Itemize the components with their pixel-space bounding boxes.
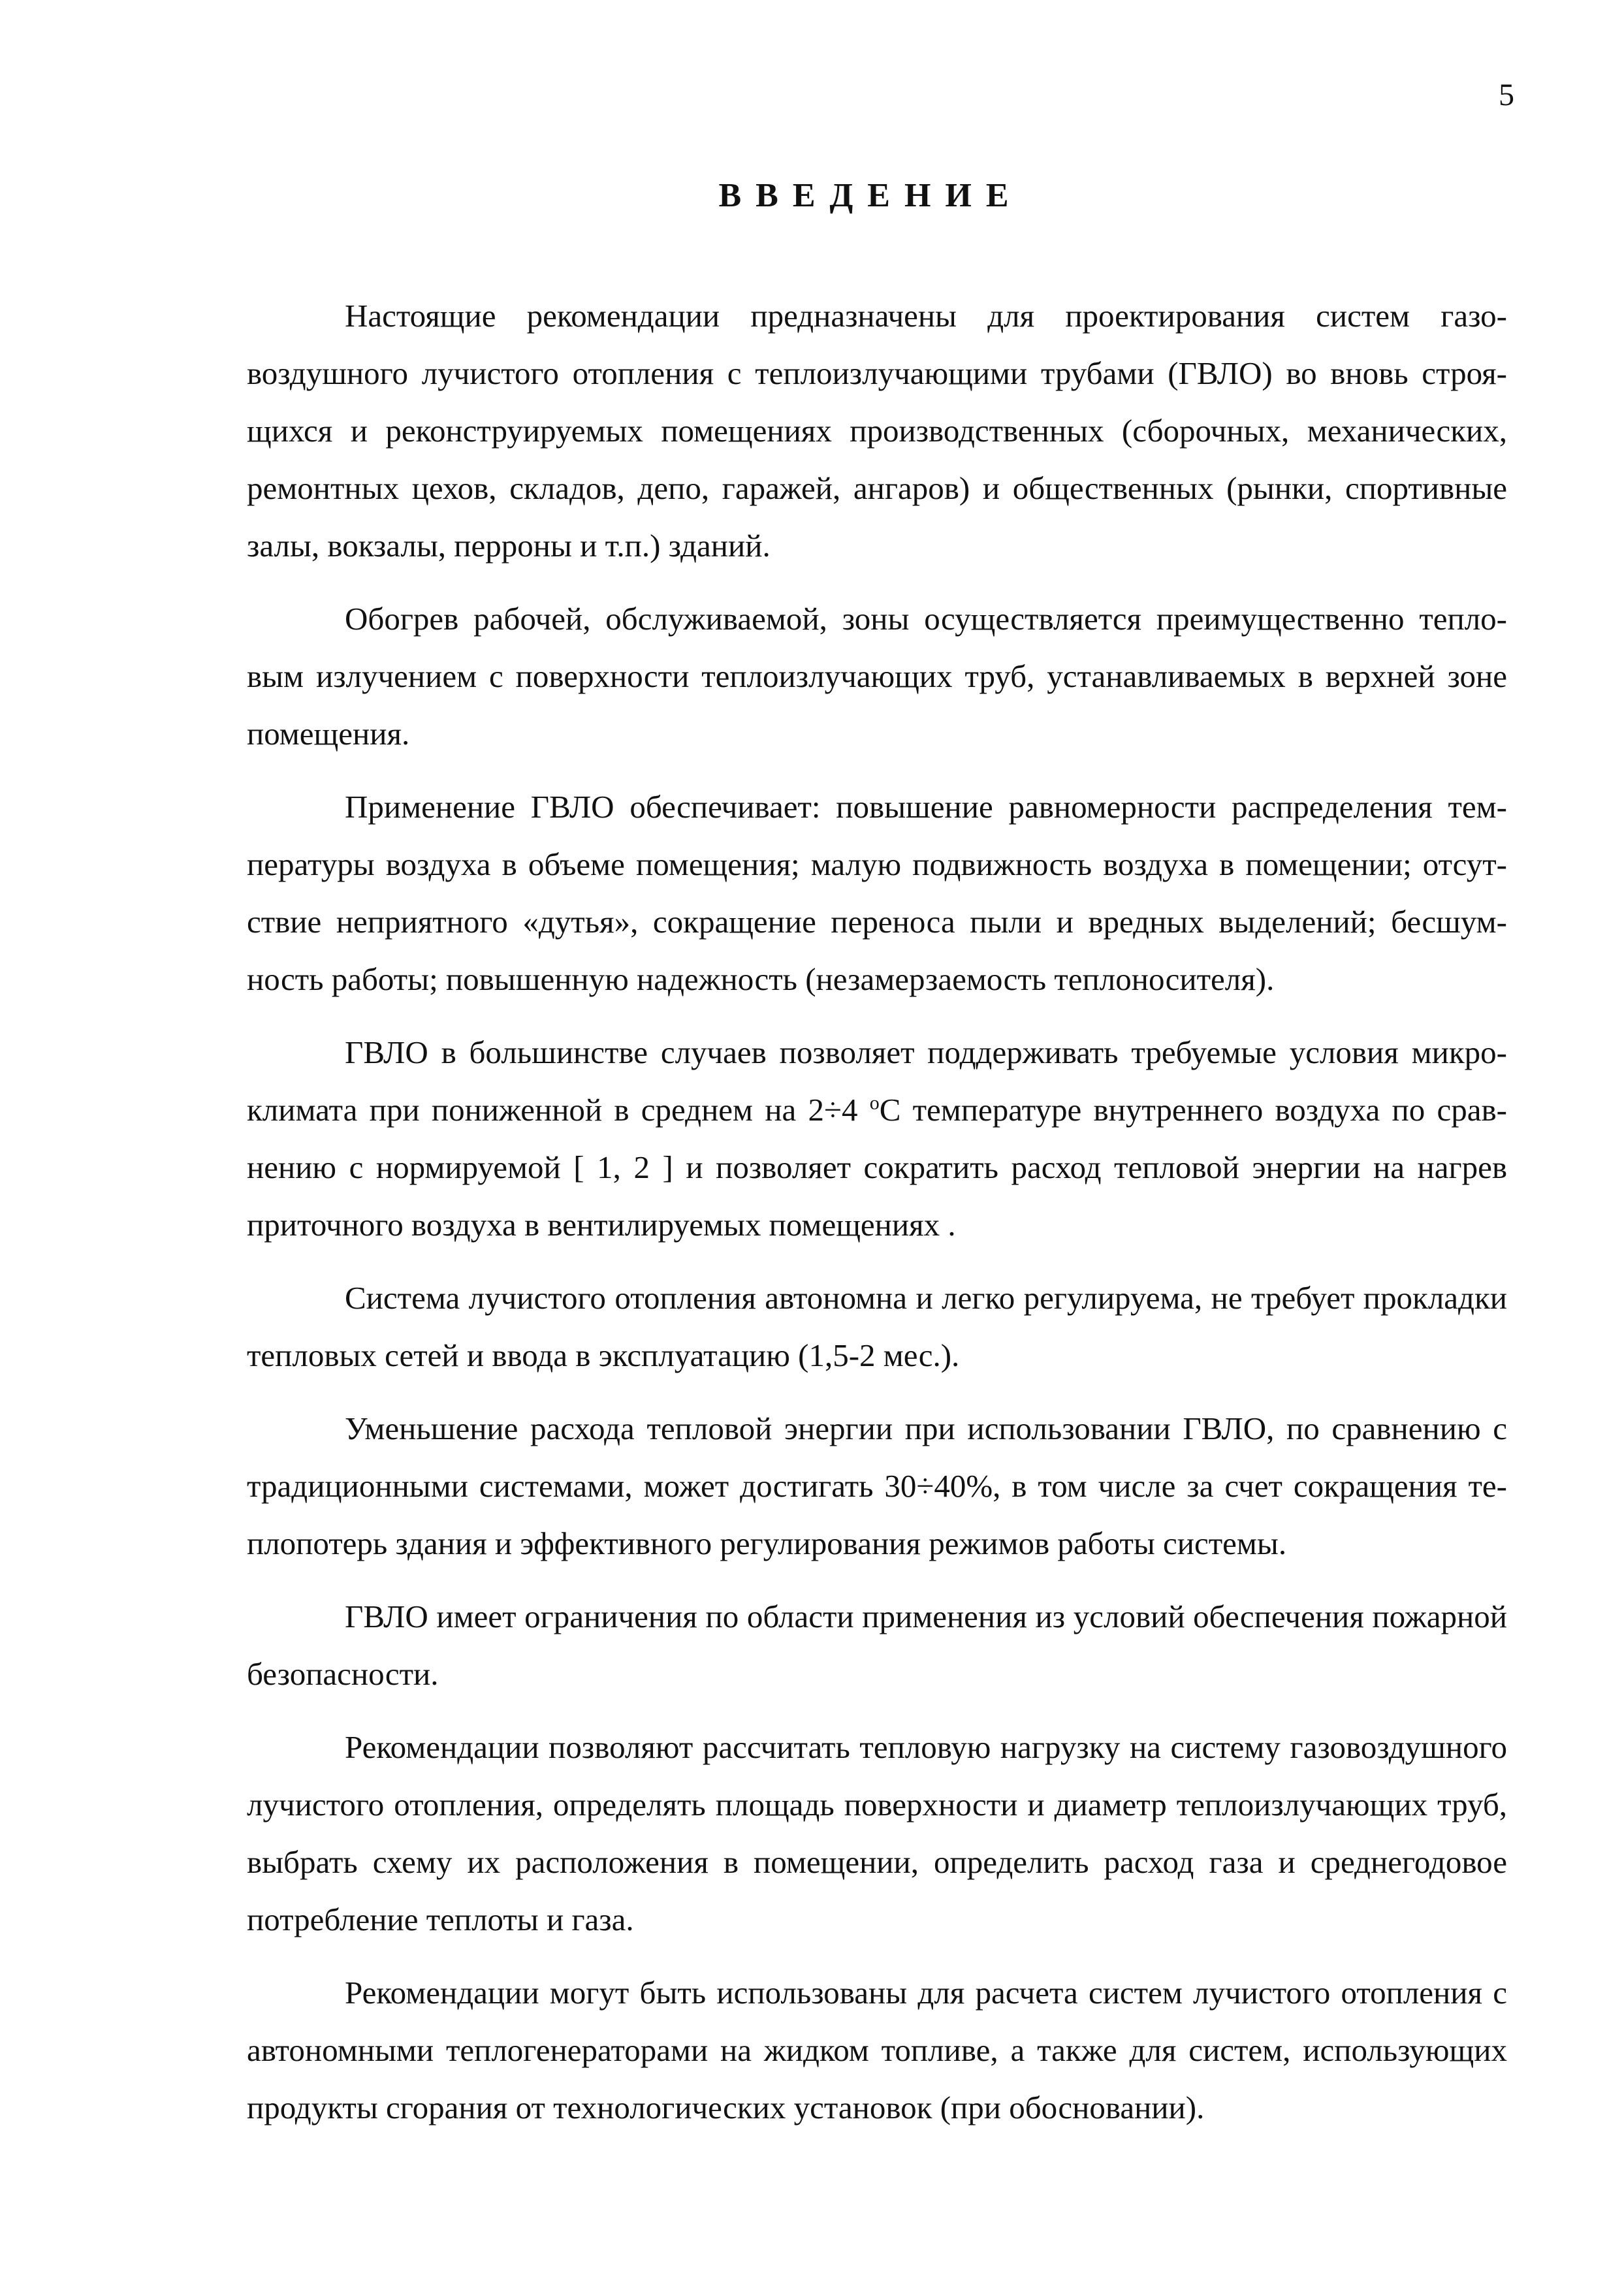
paragraph-calculation-scope: Рекомендации позволяют рассчитать тепловую нагрузку на систему газовоздушного лучистого отопления, определять площадь поверхности и диаметр теплоизлучающих труб, выбрать схему их расположения в помещении, определить расход газа и среднегодовое потребление теплоты и газа. — [247, 1729, 1507, 1937]
paragraph-fire-safety: ГВЛО имеет ограничения по области применения из условий обеспечения пожарной безопасности. — [247, 1599, 1507, 1692]
microclimate-text-after: C температуре внутреннего воздуха по сравнению с нормируемой [ 1, 2 ] и позволяет сократить расход тепловой энергии на нагрев приточного воздуха в вентилируемых помещениях . — [247, 1092, 1507, 1243]
paragraph-microclimate — [247, 1024, 1507, 1254]
paragraph-heating-zone: Обогрев рабочей, обслуживаемой, зоны осуществляется преимущественно тепловым излучением с поверхности теплоизлучающих труб, устанавливаемых в верхней зоне помещения. — [247, 601, 1507, 752]
paragraph-purpose: Настоящие рекомендации предназначены для проектирования систем газовоздушного лучистого отопления с теплоизлучающими трубами (ГВЛО) во вновь строящихся и реконструируемых помещениях производственных (сборочных, механических, ремонтных цехов, складов, депо, гаражей, ангаров) и общественных (рынки, спортивные залы, вокзалы, перроны и т.п.) зданий. — [247, 298, 1507, 564]
paragraph-other-fuels: Рекомендации могут быть использованы для расчета систем лучистого отопления с автономными теплогенераторами на жидком топливе, а также для систем, использующих продукты сгорания от технологических установок (при обосновании). — [247, 1975, 1507, 2125]
page-number: 5 — [1499, 78, 1514, 112]
section-heading: ВВЕДЕНИЕ — [718, 177, 1023, 214]
paragraph-advantages: Применение ГВЛО обеспечивает: повышение равномерности распределения температуры воздуха в объеме помещения; малую подвижность воздуха в помещении; отсутствие неприятного «дутья», сокращение переноса пыли и вредных выделений; бесшумность работы; повышенную надежность (незамерзаемость теплоносителя). — [247, 789, 1507, 997]
paragraph-energy-savings: Уменьшение расхода тепловой энергии при использовании ГВЛО, по сравнению с традиционными системами, может достигать 30÷40%, в том числе за счет сокращения теплопотерь здания и эффективного регулирования режимов работы системы. — [247, 1410, 1507, 1561]
body-text — [247, 287, 1507, 2152]
paragraph-autonomy: Система лучистого отопления автономна и легко регулируема, не требует прокладки тепловых сетей и ввода в эксплуатацию (1,5-2 мес.). — [247, 1280, 1507, 1373]
microclimate-text-before: ГВЛО в большинстве случаев позволяет поддерживать требуемые условия микроклимата при пониженной в среднем на 2÷4 — [247, 1034, 1507, 1128]
degree-symbol: o — [869, 1092, 880, 1114]
